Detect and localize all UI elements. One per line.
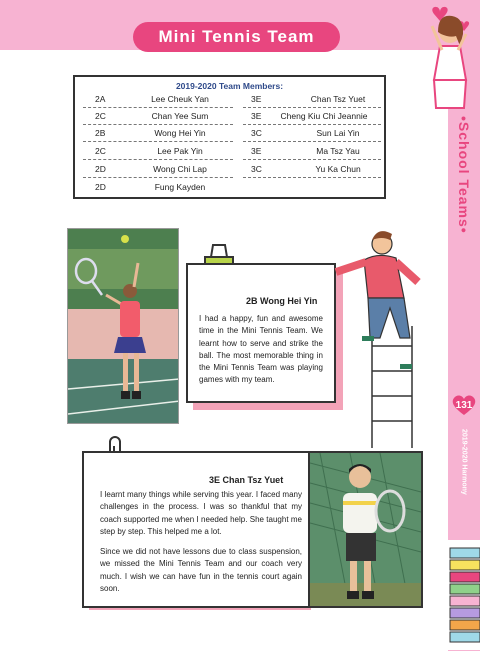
member-class: 2C <box>95 146 106 156</box>
photo-boy-with-racket <box>308 451 423 608</box>
member-row <box>243 94 381 108</box>
member-name: Sun Lai Yin <box>316 128 360 138</box>
member-row <box>83 182 233 195</box>
testimonial-paragraph-2: Since we did not have lessons due to class suspension, we missed the Mini Tennis Team and our coach very much. I wish we can have fun in the tennis court again soon. <box>100 547 302 594</box>
member-class: 2A <box>95 94 106 104</box>
member-class: 2D <box>95 164 106 174</box>
member-class: 3C <box>251 128 262 138</box>
member-row <box>243 128 381 142</box>
member-class: 3E <box>251 146 262 156</box>
member-class: 2D <box>95 182 106 192</box>
rainbow-stairs-icon <box>448 540 480 650</box>
member-name: Fung Kayden <box>154 182 206 192</box>
testimonial-card-1 <box>186 263 336 403</box>
man-on-ladder-illustration <box>330 226 430 448</box>
member-name: Cheng Kiu Chi Jeannie <box>280 111 368 121</box>
page-number-text: 131 <box>455 399 473 411</box>
member-row <box>83 146 233 160</box>
member-name: Chan Tsz Yuet <box>310 94 366 104</box>
member-row <box>243 164 381 178</box>
testimonial-text: I had a happy, fun and awesome time in the Mini Tennis Team. We learnt how to serve and strike the ball. The most memorable thing in the Mini Tennis Team was playing games with my team. <box>199 314 323 385</box>
annual-label: 2019-2020 Harmony <box>460 429 468 495</box>
member-row <box>83 111 233 125</box>
photo-girl-serving <box>67 228 179 424</box>
member-row <box>83 164 233 178</box>
testimonial-card-2 <box>82 451 310 608</box>
member-name: Wong Hei Yin <box>154 128 206 138</box>
member-name: Chan Yee Sum <box>151 111 209 121</box>
testimonial-name: 2B Wong Hei Yin <box>246 296 318 306</box>
member-name: Wong Chi Lap <box>153 164 207 174</box>
member-name: Yu Ka Chun <box>315 164 361 174</box>
member-class: 2C <box>95 111 106 121</box>
member-row <box>83 128 233 142</box>
page-number <box>451 394 477 416</box>
member-name: Lee Cheuk Yan <box>151 94 209 104</box>
member-row <box>243 111 381 125</box>
page-title: Mini Tennis Team <box>133 22 340 52</box>
member-class: 2B <box>95 128 106 138</box>
member-row <box>83 94 233 108</box>
girl-with-hearts-illustration <box>420 4 480 112</box>
member-class: 3E <box>251 94 262 104</box>
member-name: Ma Tsz Yau <box>316 146 360 156</box>
testimonial-text <box>100 489 302 603</box>
team-members-box <box>73 75 386 199</box>
member-class: 3C <box>251 164 262 174</box>
testimonial-name: 3E Chan Tsz Yuet <box>209 475 284 485</box>
member-name: Lee Pak Yin <box>157 146 203 156</box>
member-row <box>243 146 381 160</box>
testimonial-paragraph-1: I learnt many things while serving this year. I faced many challenges in the process. I was so thankful that my coach supported me when I needed help. She taught me step by step. This helped me a lot. <box>100 490 302 536</box>
member-class: 3E <box>251 111 262 121</box>
members-title: 2019-2020 Team Members: <box>175 81 284 91</box>
section-label: •School Teams• <box>456 116 472 234</box>
